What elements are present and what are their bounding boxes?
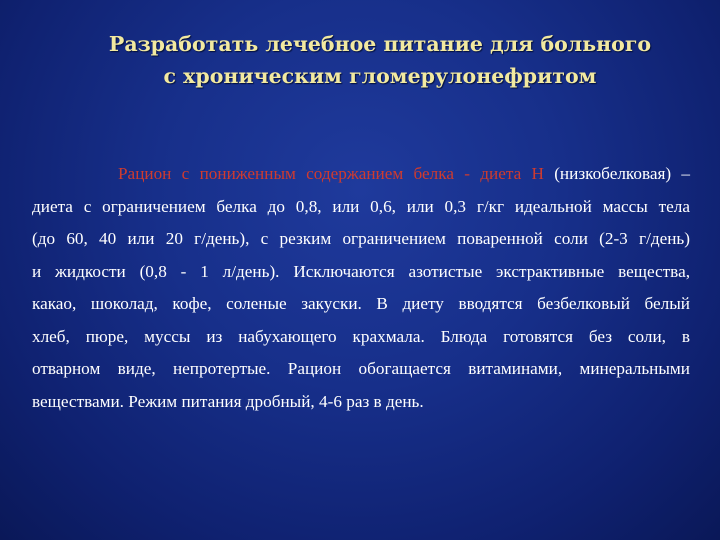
body-line-5: какао, шоколад, кофе, соленые закуски. В диету вводятся безбелковый белый: [32, 294, 690, 313]
title-line-1: Разработать лечебное питание для больного: [108, 32, 652, 56]
body-line-8: веществами. Режим питания дробный, 4-6 раз в день.: [32, 391, 424, 411]
body-line-3: (до 60, 40 или 20 г/день), с резким ограничением поваренной соли (2-3 г/день): [32, 229, 690, 248]
body-line-2: диета с ограничением белка до 0,8, или 0,6, или 0,3 г/кг идеальной массы тела: [32, 196, 690, 216]
slide-title: [60, 28, 700, 92]
body-line-7: отварном виде, непротертые. Рацион обогащается витаминами, минеральными: [32, 359, 690, 378]
body-line-1: [32, 158, 690, 191]
diet-name-highlight: Рацион с пониженным содержанием белка - диета Н: [118, 164, 544, 183]
body-paragraph: [32, 158, 690, 418]
body-line-4: и жидкости (0,8 - 1 л/день). Исключаются азотистые экстрактивные вещества,: [32, 261, 690, 281]
title-line-2: с хроническим гломерулонефритом: [163, 64, 597, 88]
body-line-6: хлеб, пюре, муссы из набухающего крахмала. Блюда готовятся без соли, в: [32, 326, 690, 346]
body-line-1-rest: (низкобелковая) –: [543, 164, 690, 183]
